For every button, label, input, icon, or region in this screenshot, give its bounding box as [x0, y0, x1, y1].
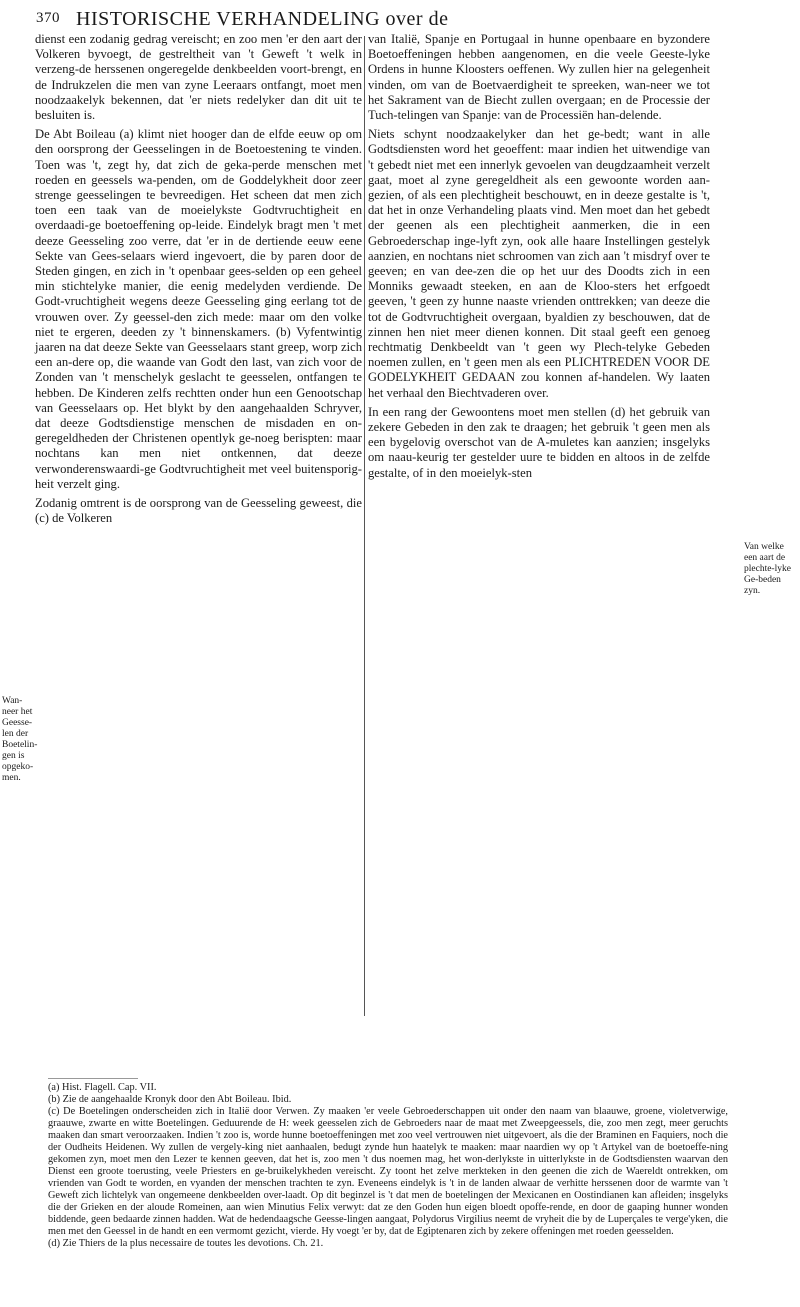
margin-note-left: Wan-neer het Geesse-len der Boetelin-gen is opgeko-men. [2, 696, 38, 783]
column-divider [364, 36, 365, 1016]
left-paragraph-2: De Abt Boileau (a) klimt niet hooger dan de elfde eeuw op om den oorsprong der Geesselingen in de Boetoestening te vinden. Toen was 't, zegt hy, dat zich de geka-perde menschen met roeden en geessels wa-penden, om de Goddelykheit door zeer strenge geesselingen te bevreedigen. Het scheen dat men zich toen een taak van de moeielykste Godtvruchtigheit en overdaadi-ge boetoeffening op-leide. Eindelyk bragt men 't met deeze Geesseling zoo verre, dat 'er in de dertiende eeuw eene Sekte van Gees-selaars wierd ingevoert, die by paren door de Steden gingen, en zich in 't openbaar gees-selden op een geheel min stichtelyke manier, die eenig medelyden verdiende. De Godt-vruchtigheit wegens deeze Geesseling ging eerlang tot de vrouwen over. Zy geessel-den zich mede: maar om den volke niet te ergeren, deeden zy 't binnenskamers. (b) Vyfentwintig jaaren na dat deeze Sekte van Geesselaars stant greep, worp zich een an-dere op, die waande van Godt den last, van zich voor de Zonden van 't menschelyk geslacht te geesselen, ontfangen te hebben. De Kinderen zelfs rechtten onder hun een Genootschap van Geesselaars op. Het blykt by den aangehaalden Schryver, dat deeze Godtsdienstige menschen de misdaden en on-geregeldheden der Christenen opentlyk ge-noeg berispten: maar nochtans kan men niet ontkennen, dat deeze verwonderenswaardi-ge Godtvruchtigheit met veel buitensporig-heit verzelt ging. [35, 127, 362, 491]
right-paragraph-1: van Italië, Spanje en Portugaal in hunne openbaare en byzondere Boetoeffeningen hebben aangenomen, en die veele Geeste-lyke Ordens in hunne Kloosters oeffenen. Wy zullen hier na gelegenheit vinden, om van de Boetvaerdigheit te spreeken, wan-neer we tot het Sakrament van de Biecht zullen overgaan; en de Processie der Tuch-telingen van Spanje: van de Processiën han-delende. [368, 32, 710, 123]
running-title: HISTORISCHE VERHANDELING over de [76, 8, 449, 30]
footnote-c: (c) De Boetelingen onderscheiden zich in Italië door Verwen. Zy maaken 'er veele Gebroederschappen uit onder den naam van blaauwe, groene, violetverwige, graauwe, zwarte en witte Boetelingen. Geduurende de H: week geesselen zich de Gebroeders naar de maat met Zweepgeessels, die, zoo men zegt, meer geruchts maaken dan smart veroorzaaken. Indien 't zoo is, worde hunne boetoeffeningen met zoo veel vertrouwen niet uitgevoert, als die der Braminen en Faquiers, noch die der Oudheits Heidenen. Wy zullen de vergely-king niet aanhaalen, bedugt zynde hun haatelyk te maaken: maar naardien wy op 't Artykel van de boetoeffe-ning gekomen zyn, moet men den Lezer te kennen geeven, dat het is, zoo men 't dus noemen mag, het won-derlykste in uitterlykste in de Godtsdiensten waarvan den Dienst een groote toerusting, veele Priesters en ge-bruikelykheden vereischt. Zy toont het zelve merkteken in den geenen die zich de Waereldt ontrekken, om vrienden van Godt te worden, en vyanden der menschen trachten te zyn. Eveneens eindelyk is 't in de landen alwaar de verhitte herssenen door de warmte van 't Geweft zich lichtelyk van ongemeene denkbeelden over-laadt. Op dit beginzel is 't dat men de boetelingen der Mexicanen en Oostindianen kan afleiden; insgelyks die der Grieken en der aloude Romeinen, aan wien Minutius Felix verwyt: dat ze den Goden hun eigen bloedt opoffe-rende, en door de gaaping hunner wonden biddende, geen bedaarde zinnen hadden. Wat de hedendaagsche Geesse-lingen aangaat, Polydorus Virgilius neemt de vryheit die by de Luperçales te verge'yken, die men met den Geessel in de handt en een vermomt gezicht, vierde. Hy voegt 'er by, dat de Egiptenaren zich by zekere offeningen met roeden geesselden. [48, 1106, 728, 1237]
page-number: 370 [36, 10, 60, 26]
footnote-d: (d) Zie Thiers de la plus necessaire de toutes les devotions. Ch. 21. [48, 1238, 324, 1249]
left-paragraph-3: Zodanig omtrent is de oorsprong van de Geesseling geweest, die (c) de Volkeren [35, 496, 362, 526]
right-column [368, 32, 710, 485]
left-paragraph-1: dienst een zodanig gedrag vereischt; en zoo men 'er den aart der Volkeren byvoegt, de gestreltheit van 't Geweft 't welk in verzeng-de herssenen ongeregelde denkbeelden voort-brengt, en de Indrukzelen die men van zyne Leeraars ontfangt, moet men noodzaakelyk bekennen, dat 'er niets redelyker dan dit uit te besluiten is. [35, 32, 362, 123]
left-column [35, 32, 362, 531]
right-paragraph-3: In een rang der Gewoontens moet men stellen (d) het gebruik van zekere Gebeden in den zak te draagen; het gebruik 't geen men als een bygelovig overschot van de A-muletes kan aanzien; insgelyks om naau-keurig ter gestelder uure te bidden en altoos in de zelfde gestalte, of in den moeielyk-sten [368, 404, 710, 480]
footnotes [48, 1082, 728, 1250]
footnote-a: (a) Hist. Flagell. Cap. VII. [48, 1082, 157, 1093]
footnote-b: (b) Zie de aangehaalde Kronyk door den Abt Boileau. Ibid. [48, 1094, 292, 1105]
footnote-separator [48, 1078, 138, 1079]
right-paragraph-2: Niets schynt noodzaakelyker dan het ge-bedt; want in alle Godtsdiensten word het geoeffent: maar indien het uitwendige van 't gebedt niet met een innerlyk gevoelen van deugdzaamheit verzelt gaat, moet al zyne geregeldheit als een gewoonte worden aan-gezien, of als een plechtigheit beschouwt, en in deeze gestalte is 't, dat het in onze Verhandeling plaats vind. Men moet dan het gebedt der geenen als een plechtigheit aanmerken, die in een Gebroederschap inge-lyft zyn, ook alle haare Instellingen gestelyk aanzien, en nochtans niet schroomen van zich aan 't misdryf over te geeven; en van dee-zen die op het uur des Doodts zich in een Monniks gewaadt steeken, en aan de Kloo-sters het erfgoedt geeven, 't geen zy hunne naaste vrienden onttrekken; van deeze die tot de Godtvruchtigheit overgaan, byaldien zy beschouwen, dat de zinnen hen niet meer dienen konnen. Dit staal geeft een genoeg rechtmatig Denkbeeldt van 't geen wy Plech-telyke Gebeden noemen zullen, en 't geen men als een PLICHTREDEN VOOR DE GODELYKHEIT GEDAAN zou konnen af-handelen. Wy laaten het verhaal den Biechtvaderen over. [368, 127, 710, 400]
page-header [36, 8, 776, 34]
margin-note-right: Van welke een aart de plechte-lyke Ge-beden zyn. [744, 542, 791, 596]
